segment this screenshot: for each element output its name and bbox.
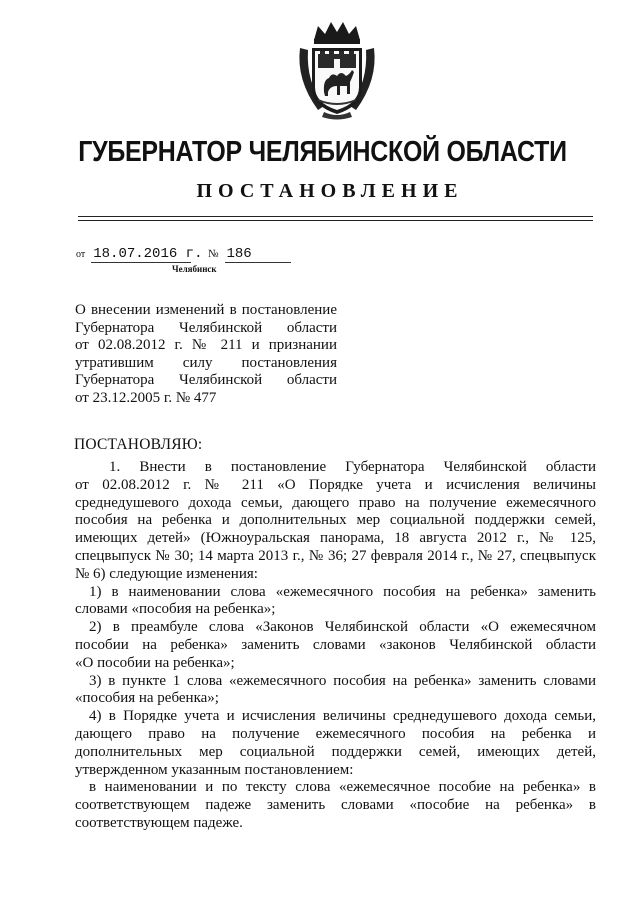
document-subject [75,302,337,408]
paragraph-1-line: пособия на ребенка и дополнительных мер социальной поддержки семей, [75,512,596,529]
document-body [75,459,596,833]
item-4-line: дополнительных мер социальной поддержки семей, имеющих детей, [75,743,596,760]
decree-heading: ПОСТАНОВЛЯЮ: [74,436,203,453]
item-4-line: дающего право на получение ежемесячного пособия на ребенка и [75,725,596,742]
paragraph-1-line: спецвыпуск № 30; 14 марта 2013 г., № 36; 27 февраля 2014 г., № 27, спецвыпуск [75,547,596,564]
date-label: от [76,249,86,260]
issuer-title: ГУБЕРНАТОР ЧЕЛЯБИНСКОЙ ОБЛАСТИ [78,136,567,168]
document-type: ПОСТАНОВЛЕНИЕ [196,180,464,202]
item-2-line: пособии на ребенка» заменить словами «законов Челябинской области [75,636,596,653]
item-2-line: 2) в преамбуле слова «Законов Челябинской области «О ежемесячном [89,619,596,636]
paragraph-1-line: № 6) следующие изменения: [75,565,258,582]
subject-line: утратившим силу постановления [75,354,337,371]
item-4-sub-line: соответствующем падеже заменить словами «пособие на ребенка» в [75,797,596,814]
header-rule-bottom [78,220,593,221]
city-label: Челябинск [172,264,217,274]
paragraph-1-line: 1. Внести в постановление Губернатора Челябинской области [109,459,596,475]
subject-line: О внесении изменений в постановление [75,302,337,318]
item-4-line: 4) в Порядке учета и исчисления величины среднедушевого дохода семьи, [89,708,596,725]
document-date: 18.07.2016 г. [93,246,203,262]
subject-line: от 02.08.2012 г. № 211 и признании [75,337,337,354]
item-1-line: 1) в наименовании слова «ежемесячного пособия на ребенка» заменить [89,583,596,600]
subject-line: Губернатора Челябинской области [75,372,337,389]
paragraph-1-line: имеющих детей» (Южноуральская панорама, 18 августа 2012 г., № 125, [75,530,596,547]
document-meta [76,246,291,263]
document-number: 186 [225,246,291,263]
coat-of-arms-emblem [294,18,380,120]
item-2-line: «О пособии на ребенка»; [75,654,235,671]
item-3-line: 3) в пункте 1 слова «ежемесячного пособия на ребенка» заменить словами [89,672,596,689]
item-3-line: «пособия на ребенка»; [75,690,219,707]
item-4-line: утвержденном указанным постановлением: [75,761,354,778]
item-1-line: словами «пособия на ребенка»; [75,601,276,618]
number-label: № [208,248,219,260]
subject-line: от 23.12.2005 г. № 477 [75,389,217,406]
header-rule-top [78,216,593,217]
paragraph-1-line: от 02.08.2012 г. № 211 «О Порядке учета и исчисления величины [75,476,596,493]
subject-line: Губернатора Челябинской области [75,319,337,336]
paragraph-1-line: среднедушевого дохода семьи, дающего право на получение ежемесячного [75,494,596,511]
item-4-sub-line: соответствующем падеже. [75,814,243,831]
item-4-sub-line: в наименовании и по тексту слова «ежемесячное пособие на ребенка» в [89,779,596,796]
